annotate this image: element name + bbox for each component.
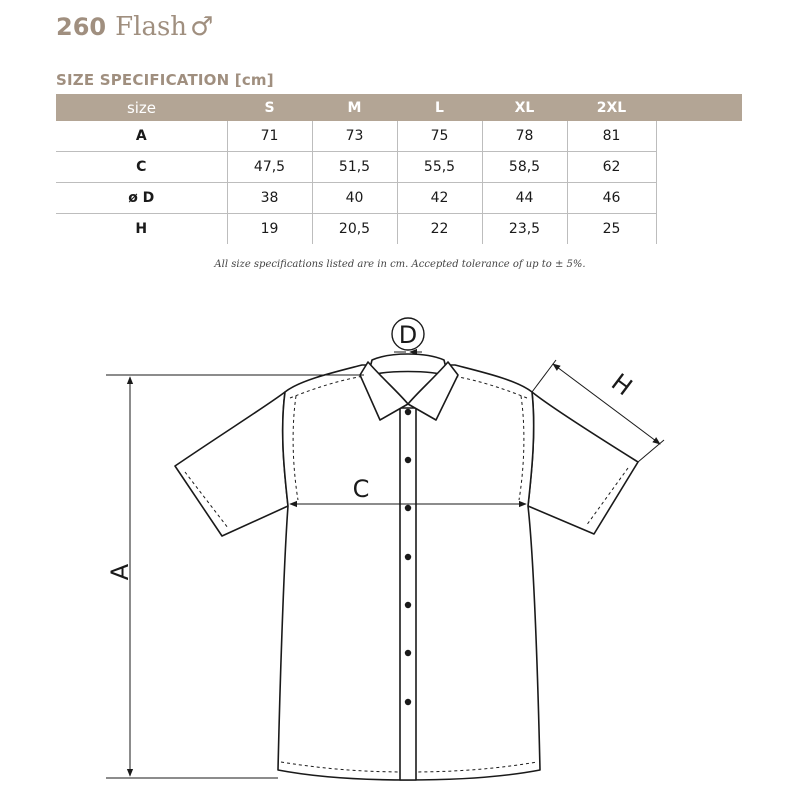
left-sleeve [175, 392, 288, 536]
button [405, 602, 411, 608]
size-header-s: S [227, 94, 312, 121]
measure-h-guide-2 [638, 440, 664, 462]
row-label: H [135, 221, 148, 237]
button [405, 650, 411, 656]
table-cell: 55,5 [397, 152, 482, 183]
row-label: A [56, 121, 227, 152]
table-cell: 46 [567, 183, 656, 214]
product-model-number: 260 [56, 13, 107, 41]
table-cell: 73 [312, 121, 397, 152]
table-cell: 22 [397, 214, 482, 245]
size-header-2xl: 2XL [567, 94, 656, 121]
table-cell: 40 [312, 183, 397, 214]
table-cell: 25 [567, 214, 656, 245]
male-icon: ♂ [190, 12, 214, 42]
table-cell: 38 [227, 183, 312, 214]
measure-h-label: H [606, 367, 638, 402]
size-header-xl: XL [482, 94, 567, 121]
button-placket [400, 408, 416, 780]
measure-a-label: A [106, 563, 134, 581]
table-cell: 47,5 [227, 152, 312, 183]
size-column-header: size [56, 94, 227, 121]
table-cell: 81 [567, 121, 656, 152]
button [405, 505, 411, 511]
measure-h-guide-1 [532, 360, 556, 392]
table-cell: 75 [397, 121, 482, 152]
table-cell: 58,5 [482, 152, 567, 183]
row-label: C [56, 152, 227, 183]
table-cell: 71 [227, 121, 312, 152]
product-name: Flash [115, 12, 188, 42]
table-cell: 78 [482, 121, 567, 152]
table-cell: 42 [397, 183, 482, 214]
table-cell: 19 [227, 214, 312, 245]
row-label: ø D [56, 183, 227, 214]
table-cell: 20,5 [312, 214, 397, 245]
table-cell: 23,5 [482, 214, 567, 245]
button [405, 699, 411, 705]
table-cell: 62 [567, 152, 656, 183]
size-header-m: M [312, 94, 397, 121]
tolerance-note: All size specifications listed are in cm. Accepted tolerance of up to ± 5%. [214, 259, 586, 270]
measure-d-label: D [398, 321, 418, 349]
table-cell: 44 [482, 183, 567, 214]
button [405, 554, 411, 560]
size-specification-heading: SIZE SPECIFICATION [cm] [56, 71, 274, 89]
measure-c-label: C [352, 475, 370, 503]
button [405, 409, 411, 415]
table-cell: 51,5 [312, 152, 397, 183]
button [405, 457, 411, 463]
size-header-l: L [397, 94, 482, 121]
right-sleeve [528, 392, 638, 534]
shirt-outline [175, 354, 638, 780]
